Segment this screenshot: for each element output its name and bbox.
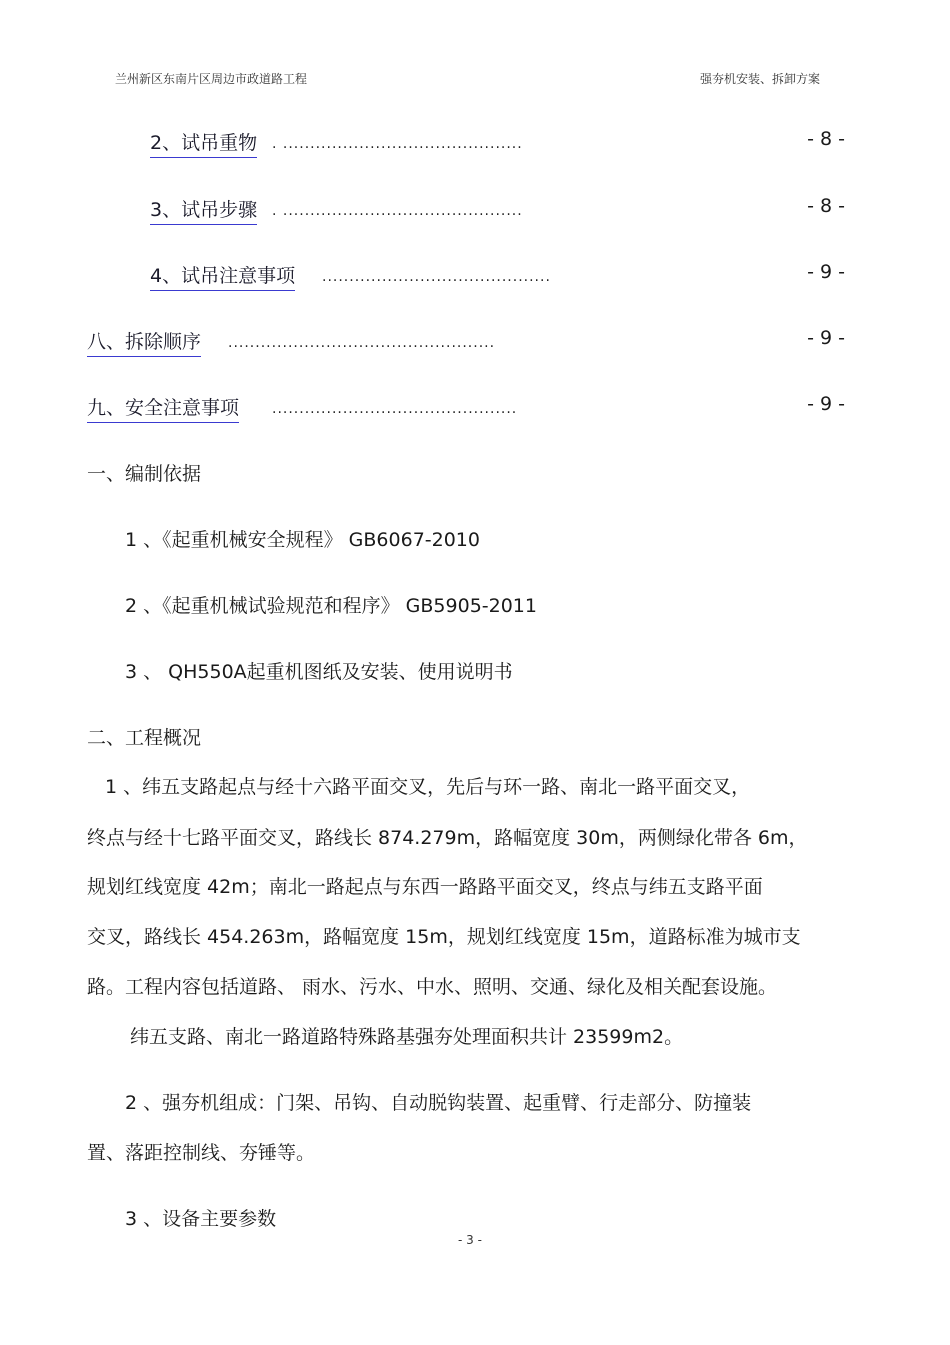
toc-leader: .......................................... — [322, 269, 551, 285]
toc-link[interactable]: 3、试吊步骤 — [150, 195, 257, 225]
body-line: 1 、纬五支路起点与经十六路平面交叉，先后与环一路、南北一路平面交叉， — [105, 776, 751, 798]
body-line: 交叉，路线长 454.263m，路幅宽度 15m，规划红线宽度 15m，道路标准为城市支 — [87, 926, 801, 948]
reference-item: 3 、 QH550A起重机图纸及安装、使用说明书 — [125, 661, 513, 683]
body-line: 3 、设备主要参数 — [125, 1208, 277, 1230]
toc-link[interactable]: 九、安全注意事项 — [87, 393, 239, 423]
body-line: 2 、强夯机组成：门架、吊钩、自动脱钩装置、起重臂、行走部分、防撞装 — [125, 1092, 752, 1114]
toc-row — [0, 393, 950, 423]
body-line: 置、落距控制线、夯锤等。 — [87, 1142, 316, 1164]
toc-page-number: - 9 - — [807, 261, 845, 283]
toc-leader: ............................................. — [272, 401, 518, 417]
body-line: 路。工程内容包括道路、 雨水、污水、中水、照明、交通、绿化及相关配套设施。 — [87, 976, 778, 998]
body-line: 纬五支路、南北一路道路特殊路基强夯处理面积共计 23599m2。 — [130, 1026, 684, 1048]
toc-link[interactable]: 4、试吊注意事项 — [150, 261, 295, 291]
page-number: - 3 - — [458, 1233, 482, 1247]
section-heading: 一、编制依据 — [87, 463, 202, 485]
toc-row — [0, 327, 950, 357]
reference-item: 2 、《起重机械试验规范和程序》 GB5905-2011 — [125, 595, 537, 617]
toc-page-number: - 9 - — [807, 393, 845, 415]
toc-link[interactable]: 2、试吊重物 — [150, 128, 257, 158]
header-right: 强夯机安装、拆卸方案 — [700, 72, 821, 86]
toc-row — [0, 195, 950, 225]
toc-row — [0, 261, 950, 291]
toc-leader: ................................................. — [228, 335, 496, 351]
reference-item: 1 、《起重机械安全规程》 GB6067-2010 — [125, 529, 480, 551]
header-left: 兰州新区东南片区周边市政道路工程 — [115, 72, 308, 86]
toc-leader: . ............................................ — [272, 203, 523, 219]
toc-link[interactable]: 八、拆除顺序 — [87, 327, 201, 357]
body-line: 规划红线宽度 42m；南北一路起点与东西一路路平面交叉，终点与纬五支路平面 — [87, 876, 763, 898]
toc-page-number: - 8 - — [807, 128, 845, 150]
body-line: 终点与经十七路平面交叉，路线长 874.279m，路幅宽度 30m，两侧绿化带各 6m， — [87, 827, 808, 849]
toc-page-number: - 8 - — [807, 195, 845, 217]
toc-page-number: - 9 - — [807, 327, 845, 349]
section-heading: 二、工程概况 — [87, 727, 202, 749]
toc-leader: . ............................................ — [272, 136, 523, 152]
toc-row — [0, 128, 950, 158]
